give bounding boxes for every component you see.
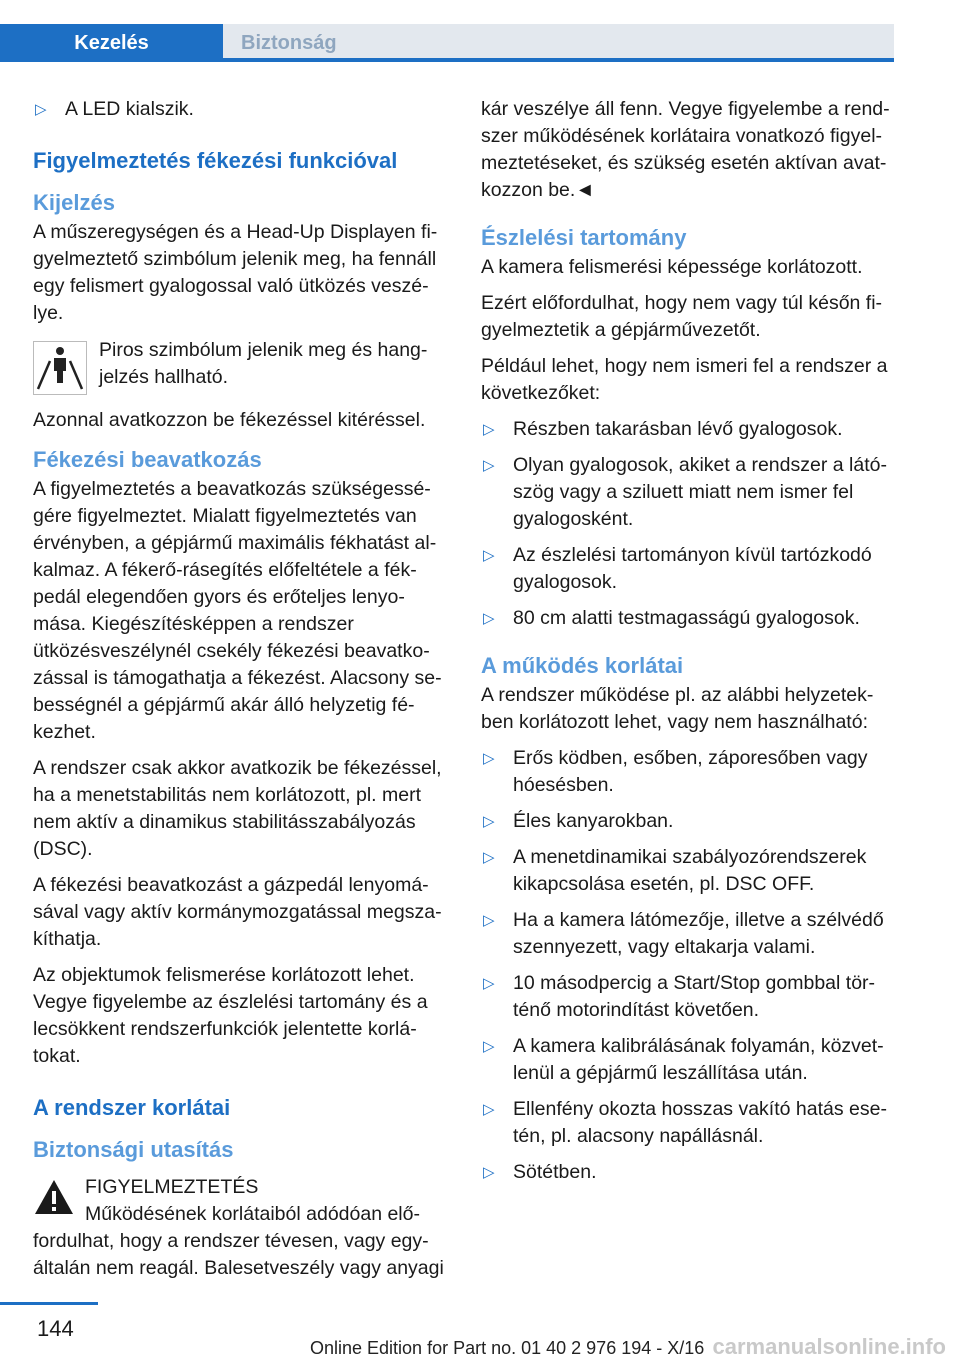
- list-item: [481, 605, 899, 632]
- section-heading: Figyelmeztetés fékezési funkcióval: [33, 148, 398, 173]
- bullet-triangle-icon: ▷: [483, 912, 495, 929]
- paragraph: A rendszer csak akkor avatkozik be fékezéssel, ha a menetstabilitás nem korlátozott, pl. mert nem aktív a dinamikus stabilitásszabályozás (DSC).: [33, 757, 442, 860]
- bullet-triangle-icon: ▷: [483, 849, 495, 866]
- list-item-text: Ha a kamera látómezője, illetve a szélvédő szennyezett, vagy eltakarja valami.: [513, 909, 884, 958]
- range-bullet-list: [481, 416, 899, 632]
- paragraph: A figyelmeztetés a beavatkozás szükségessé-gére figyelmeztet. Mialatt figyelmeztetés van érvényben, a gépjármű maximális fékhatást al-kalmaz. A fékerő-rásegítés előfeltétele a fék-pedál elegendően gyors és erőteljes lenyo-mása. Kiegészítésképpen a rendszer ütközésveszélynél csekély fékezési beavatko-zással is támogathatja a fékezést. Alacsony se-bességnél a gépjármű akár álló helyzetig fé-kezhet.: [33, 478, 442, 743]
- warning-block: [33, 1174, 451, 1282]
- list-item-text: Sötétben.: [513, 1161, 597, 1183]
- list-item-text: A kamera kalibrálásának folyamán, közvet-lenül a gépjármű leszállítása után.: [513, 1035, 884, 1084]
- list-item: [33, 96, 451, 123]
- paragraph: A rendszer működése pl. az alábbi helyzetek-ben korlátozott lehet, vagy nem használható:: [481, 684, 874, 733]
- paragraph: Azonnal avatkozzon be fékezéssel kitéréssel.: [33, 409, 426, 431]
- list-item-text: A menetdinamikai szabályozórendszerek kikapcsolása esetén, pl. DSC OFF.: [513, 846, 867, 895]
- pedestrian-symbol-note: [33, 337, 451, 395]
- bullet-triangle-icon: ▷: [483, 1101, 495, 1118]
- list-item: [481, 844, 899, 898]
- warning-text-first: Működésének korlátaiból adódóan elő-: [85, 1203, 420, 1225]
- subsection-heading: A működés korlátai: [481, 653, 684, 678]
- list-item-text: 10 másodpercig a Start/Stop gombbal tör-ténő motorindítást követően.: [513, 972, 876, 1021]
- header-rule: [0, 58, 894, 62]
- watermark: carmanualsonline.info: [712, 1334, 946, 1359]
- paragraph: kár veszélye áll fenn. Vegye figyelembe a rend-szer működésének korlátaira vonatkozó figyel-meztetéseket, és szükség esetén aktívan avat-kozzon be.◄: [481, 98, 890, 201]
- list-item: [481, 808, 899, 835]
- tab-biztonsag[interactable]: [223, 24, 894, 62]
- subsection-heading: Kijelzés: [33, 190, 115, 215]
- right-column: [481, 96, 899, 1195]
- paragraph: A fékezési beavatkozást a gázpedál lenyomá-sával vagy aktív kormánymozgatással megsza-kíthatja.: [33, 874, 442, 950]
- list-item-text: Az észlelési tartományon kívül tartózkodó gyalogosok.: [513, 544, 872, 593]
- warning-title: FIGYELMEZTETÉS: [85, 1176, 259, 1198]
- led-bullet-list: [33, 96, 451, 123]
- footer-rule: [0, 1302, 98, 1305]
- list-item-text: Ellenfény okozta hosszas vakító hatás ese-tén, pl. alacsony napállásnál.: [513, 1098, 887, 1147]
- list-item: [481, 1159, 899, 1186]
- subsection-heading: Biztonsági utasítás: [33, 1137, 234, 1162]
- bullet-triangle-icon: ▷: [483, 1164, 495, 1181]
- icon-note-text: Piros szimbólum jelenik meg és hang-jelzés hallható.: [99, 339, 428, 388]
- warning-triangle-icon: [33, 1178, 75, 1216]
- paragraph: A műszeregységen és a Head-Up Displayen fi-gyelmeztető szimbólum jelenik meg, ha fennáll egy felismert gyalogossal való ütközés veszé-lye.: [33, 221, 438, 324]
- bullet-triangle-icon: ▷: [483, 421, 495, 438]
- list-item-text: Részben takarásban lévő gyalogosok.: [513, 418, 843, 440]
- bullet-triangle-icon: ▷: [35, 101, 47, 118]
- paragraph: Például lehet, hogy nem ismeri fel a rendszer a következőket:: [481, 355, 888, 404]
- page-number: 144: [37, 1316, 74, 1341]
- warning-text-rest: fordulhat, hogy a rendszer tévesen, vagy egy-általán nem reagál. Balesetveszély vagy anyagi: [33, 1230, 444, 1279]
- list-item: [481, 907, 899, 961]
- subsection-heading: Észlelési tartomány: [481, 225, 687, 250]
- list-item-text: Erős ködben, esőben, záporesőben vagy hóesésben.: [513, 747, 868, 796]
- bullet-triangle-icon: ▷: [483, 610, 495, 627]
- list-item: [481, 1096, 899, 1150]
- tab-biztonsag-label: Biztonság: [241, 32, 337, 54]
- list-item: [481, 542, 899, 596]
- left-column: [33, 96, 451, 1282]
- list-item-text: Éles kanyarokban.: [513, 810, 674, 832]
- page-header: [0, 0, 960, 62]
- bullet-triangle-icon: ▷: [483, 547, 495, 564]
- paragraph: Az objektumok felismerése korlátozott lehet. Vegye figyelembe az észlelési tartomány és a lecsökkent rendszerfunkciók jelentette korlá-tokat.: [33, 964, 428, 1067]
- bullet-triangle-icon: ▷: [483, 1038, 495, 1055]
- bullet-triangle-icon: ▷: [483, 457, 495, 474]
- list-item-text: 80 cm alatti testmagasságú gyalogosok.: [513, 607, 860, 629]
- paragraph: A kamera felismerési képessége korlátozott.: [481, 256, 863, 278]
- list-item: [481, 416, 899, 443]
- paragraph: Ezért előfordulhat, hogy nem vagy túl későn fi-gyelmeztetik a gépjárművezetőt.: [481, 292, 883, 341]
- list-item-text: A LED kialszik.: [65, 98, 194, 120]
- edition-info: Online Edition for Part no. 01 40 2 976 194 - X/16: [310, 1338, 705, 1358]
- list-item: [481, 452, 899, 533]
- tab-kezeles[interactable]: Kezelés: [0, 24, 223, 62]
- bullet-triangle-icon: ▷: [483, 750, 495, 767]
- oplimits-bullet-list: [481, 745, 899, 1186]
- list-item-text: Olyan gyalogosok, akiket a rendszer a látó-szög vagy a sziluett miatt nem ismer fel gyalogosként.: [513, 454, 887, 530]
- list-item: [481, 1033, 899, 1087]
- section-heading: A rendszer korlátai: [33, 1095, 231, 1120]
- bullet-triangle-icon: ▷: [483, 813, 495, 830]
- bullet-triangle-icon: ▷: [483, 975, 495, 992]
- subsection-heading: Fékezési beavatkozás: [33, 447, 262, 472]
- pedestrian-warning-icon: [33, 341, 87, 395]
- list-item: [481, 745, 899, 799]
- list-item: [481, 970, 899, 1024]
